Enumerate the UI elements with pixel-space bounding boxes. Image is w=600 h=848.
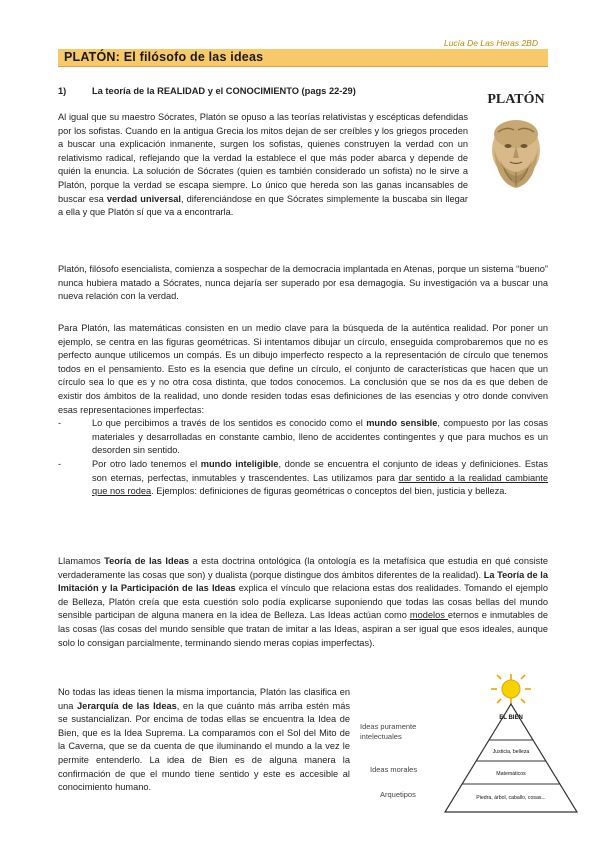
underlined-phrase: dar sentido a la realidad cambiante que nos rodea	[92, 472, 549, 497]
page-title: PLATÓN: El filósofo de las ideas	[64, 50, 264, 64]
pyramid-level-bien: EL BIEN	[499, 715, 523, 721]
pyramid-graphic	[360, 672, 585, 817]
author-name: Lucía De Las Heras 2BD	[443, 38, 538, 48]
paragraph-5-text: No todas las ideas tienen la misma importancia, Platón las clasifica en una	[58, 687, 350, 711]
list-item	[58, 417, 548, 458]
mundo-sensible-term: mundo sensible	[366, 418, 438, 429]
verdad-universal-term: verdad universal	[106, 193, 181, 204]
title-banner	[58, 49, 548, 67]
sun-icon	[491, 674, 531, 704]
pyramid-level-matematicos: Matemáticos	[496, 771, 526, 777]
plato-portrait	[476, 88, 556, 198]
paragraph-4-end: eternos e inmutables de las cosas (las cosas del mundo sensible que tratan de imitar a las Ideas, aspiran a ser igual que esos ideales, aunque solo lo consigan parcialmente, terminando siendo meras copias imperfectas).	[58, 610, 548, 648]
section-title: La teoría de la REALIDAD y el CONOCIMIENTO (pags 22-29)	[92, 86, 356, 96]
paragraph-3	[58, 322, 548, 499]
paragraph-5-end: , en la que cuánto más arriba estén más se sustancializan. Por encima de todas ellas se encuentra la Idea de Bien, que es la Idea Suprema. La comparamos con el Sol del Mito de la Caverna, que se da cuenta de que iluminando el mundo a la vez le permite entenderlo. La idea de Bien es de alguna manera la confirmación de que el mundo tiene sentido y este es accesible al conocimiento humano.	[58, 700, 350, 793]
mundo-inteligible-term: mundo inteligible	[200, 458, 279, 469]
paragraph-1	[58, 111, 468, 220]
list-item-2-text: Por otro lado tenemos el	[92, 458, 201, 469]
paragraph-2	[58, 263, 548, 304]
portrait-caption: PLATÓN	[487, 92, 545, 107]
paragraph-1-text: Al igual que su maestro Sócrates, Platón se opuso a las teorías relativistas y escépticas defendidas por los sofistas. Cuando en la antigua Grecia los mitos dejan de ser creíbles y los griegos proceden a buscar una explicación inmanente, surgen los sofistas, quienes construyen la verdad con un relativismo radical, reflejando que la verdad la establece el que más poder abarca y depende de quién la enuncia. La solución de Sócrates (quien es también considerado un sofista) no le sirve a Platón, porque la verdad se escapa siempre. Lo único que hereda son las ganas incansables de buscar esa	[58, 112, 468, 204]
list-item-2-mid: , donde se encuentra el conjunto de ideas y definiciones. Estas son eternas, perfectas, inmutables y trascendentes. Las utilizamos para	[92, 458, 548, 483]
paragraph-2-text: Platón, filósofo esencialista, comienza a sospechar de la democracia implantada en Atenas, porque un sistema “bueno” nunca hubiera matado a Sócrates, nunca dejaría ser superado por esa demagogia. Su investigación va a buscar una nueva relación con la verdad.	[58, 264, 548, 302]
plato-bust-image	[476, 88, 556, 198]
paragraph-5	[58, 686, 350, 795]
paragraph-4-cont: explica el vínculo que relaciona estas dos realidades. Tomando el ejemplo de Belleza, Platón creía que esta cuestión solo podía explicarse suponiendo que todas las cosas bellas del mundo sensible participan de alguna manera en la idea de Belleza. Las Ideas actúan como	[58, 583, 548, 621]
paragraph-1-end: , diferenciándose en que Sócrates simplemente la buscaba sin llegar a ella y que Platón sí que va a encontrarla.	[58, 193, 468, 218]
pyramid-label-archetypes: Arquetipos	[380, 790, 416, 799]
pyramid-level-arquetipos: Piedra, árbol, caballo, cosas...	[476, 795, 546, 801]
pyramid-label-intellectual: Ideas puramente intelectuales	[360, 722, 417, 741]
jerarquia-ideas-term: Jerarquía de las Ideas	[77, 700, 177, 711]
pyramid-label-moral: Ideas morales	[370, 765, 418, 774]
list-dash: -	[58, 418, 62, 429]
list-item-1-text: Lo que percibimos a través de los sentidos es conocido como el	[92, 418, 367, 429]
paragraph-3-text: Para Platón, las matemáticas consisten en un medio clave para la búsqueda de la auténtica realidad. Por poner un ejemplo, se centra en las figuras geométricas. Si intentamos dibujar un círculo, enseguida comprobaremos que no es perfecto aunque utilicemos un compás. Es un dibujo imperfecto respecto a la representación de círculo que tenemos todos en el pensamiento. Esto es la esencia que define un círculo, el conjunto de características que hacen que un círculo sea lo que es y no otra cosa distinta, que todos conocemos. La conclusión que se nos da es que deben de existir dos ámbitos de la realidad, uno donde residen todas esas definiciones de las esencias y otro donde conviven esas representaciones imperfectas:	[58, 323, 548, 415]
list-dash: -	[58, 458, 62, 469]
list-item-2-end: . Ejemplos: definiciones de figuras geométricas o conceptos del bien, justicia y belleza.	[151, 486, 507, 497]
ideas-hierarchy-pyramid	[360, 672, 585, 817]
modelos-term: modelos	[409, 610, 448, 621]
list-item-1-end: , compuesto por las cosas materiales y desarrolladas en constante cambio, lleno de accidentes contingentes y que para muchos es un desorden sin sentido.	[92, 418, 548, 456]
teoria-imitacion-term: La Teoría de la Imitación y la Participación de las Ideas	[58, 569, 549, 594]
list-item	[58, 458, 548, 499]
paragraph-4-text: Llamamos	[58, 556, 105, 566]
pyramid-level-justicia: Justicia, belleza	[492, 749, 530, 755]
section-number: 1)	[58, 86, 67, 96]
paragraph-4	[58, 555, 548, 650]
section-heading	[58, 86, 356, 96]
paragraph-4-mid: a esta doctrina ontológica (la ontología es la metafísica que estudia en qué consiste verdaderamente las cosas que son) y dualista (porque distingue dos ámbitos diferentes de la realidad).	[58, 556, 548, 580]
teoria-ideas-term: Teoría de las Ideas	[104, 556, 190, 566]
